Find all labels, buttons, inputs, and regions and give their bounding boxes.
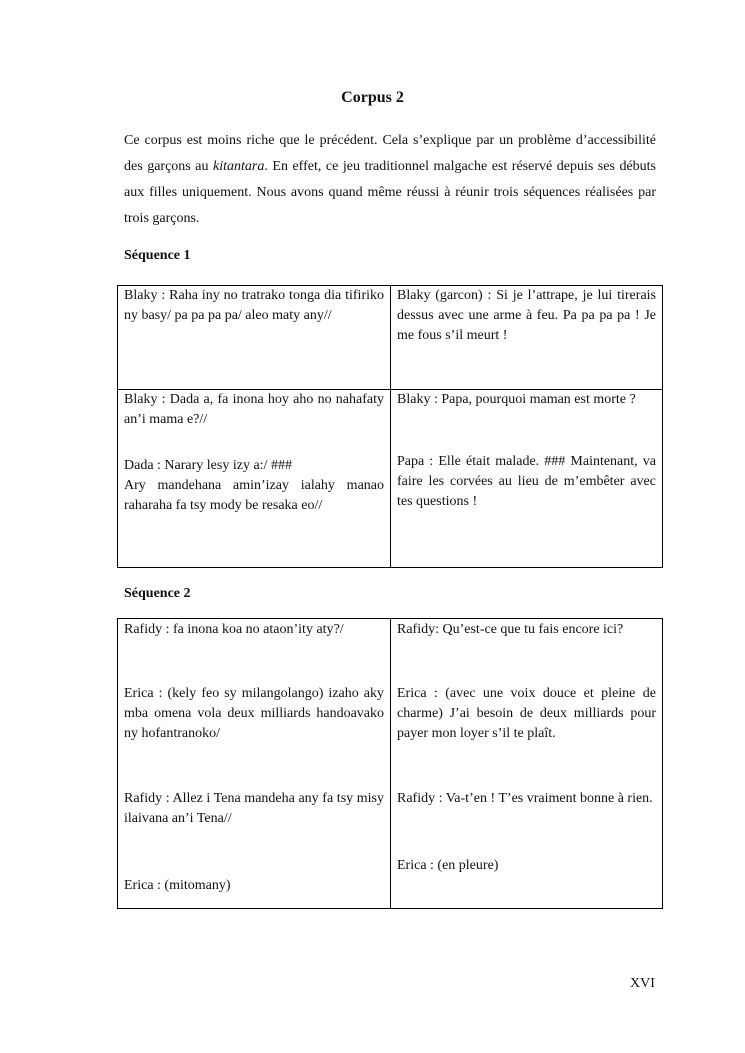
page-title: Corpus 2 — [341, 89, 404, 106]
intro-paragraph — [124, 128, 656, 232]
sequence-1-heading: Séquence 1 — [124, 248, 191, 263]
french-cell — [391, 286, 663, 390]
page-number: XVI — [630, 976, 655, 991]
utterance: Dada : Narary lesy izy a:/ ### Ary mandehana amin’izay ialahy manao raharaha fa tsy mody be resaka eo// — [124, 458, 384, 513]
malagasy-cell — [118, 619, 391, 909]
utterance: Blaky : Dada a, fa inona hoy aho no nahafaty an’i mama e?// — [124, 392, 384, 427]
table-row — [118, 619, 663, 909]
french-cell — [391, 619, 663, 909]
utterance: Blaky : Raha iny no tratrako tonga dia tifiriko ny basy/ pa pa pa pa/ aleo maty any// — [124, 288, 384, 323]
utterance: Erica : (kely feo sy milangolango) izaho aky mba omena vola deux milliards handoavako ny hofantranoko/ — [124, 686, 384, 741]
translation: Erica : (en pleure) — [397, 858, 499, 873]
table-row — [118, 390, 663, 568]
intro-italic-term: kitantara — [213, 159, 265, 174]
utterance: Rafidy : fa inona koa no ataon’ity aty?/ — [124, 622, 344, 637]
translation: Blaky : Papa, pourquoi maman est morte ? — [397, 392, 636, 407]
table-row — [118, 286, 663, 390]
utterance: Erica : (mitomany) — [124, 878, 231, 893]
sequence-2-heading: Séquence 2 — [124, 586, 191, 601]
translation: Rafidy: Qu’est-ce que tu fais encore ici? — [397, 622, 624, 637]
translation: Papa : Elle était malade. ### Maintenant, va faire les corvées au lieu de m’embêter avec tes questions ! — [397, 454, 656, 509]
french-cell — [391, 390, 663, 568]
malagasy-cell — [118, 286, 391, 390]
utterance: Rafidy : Allez i Tena mandeha any fa tsy misy ilaivana an’i Tena// — [124, 791, 384, 826]
translation: Blaky (garcon) : Si je l’attrape, je lui tirerais dessus avec une arme à feu. Pa pa pa pa ! Je me fous s’il meurt ! — [397, 288, 656, 343]
malagasy-cell — [118, 390, 391, 568]
intro-text-end: . En effet, ce jeu traditionnel malgache est réservé depuis ses débuts aux filles uniquement. Nous avons quand même réussi à réunir trois séquences réalisées par trois garçons. — [124, 159, 657, 226]
sequence-2-table — [117, 618, 663, 909]
intro-text-start: Ce corpus est moins riche que le précédent. Cela s’explique par un problème d’accessibilité des garçons au — [124, 133, 656, 174]
sequence-1-table — [117, 285, 663, 568]
translation: Rafidy : Va-t’en ! T’es vraiment bonne à rien. — [397, 791, 653, 806]
translation: Erica : (avec une voix douce et pleine de charme) J’ai besoin de deux milliards pour payer mon loyer s’il te plaît. — [397, 686, 656, 741]
